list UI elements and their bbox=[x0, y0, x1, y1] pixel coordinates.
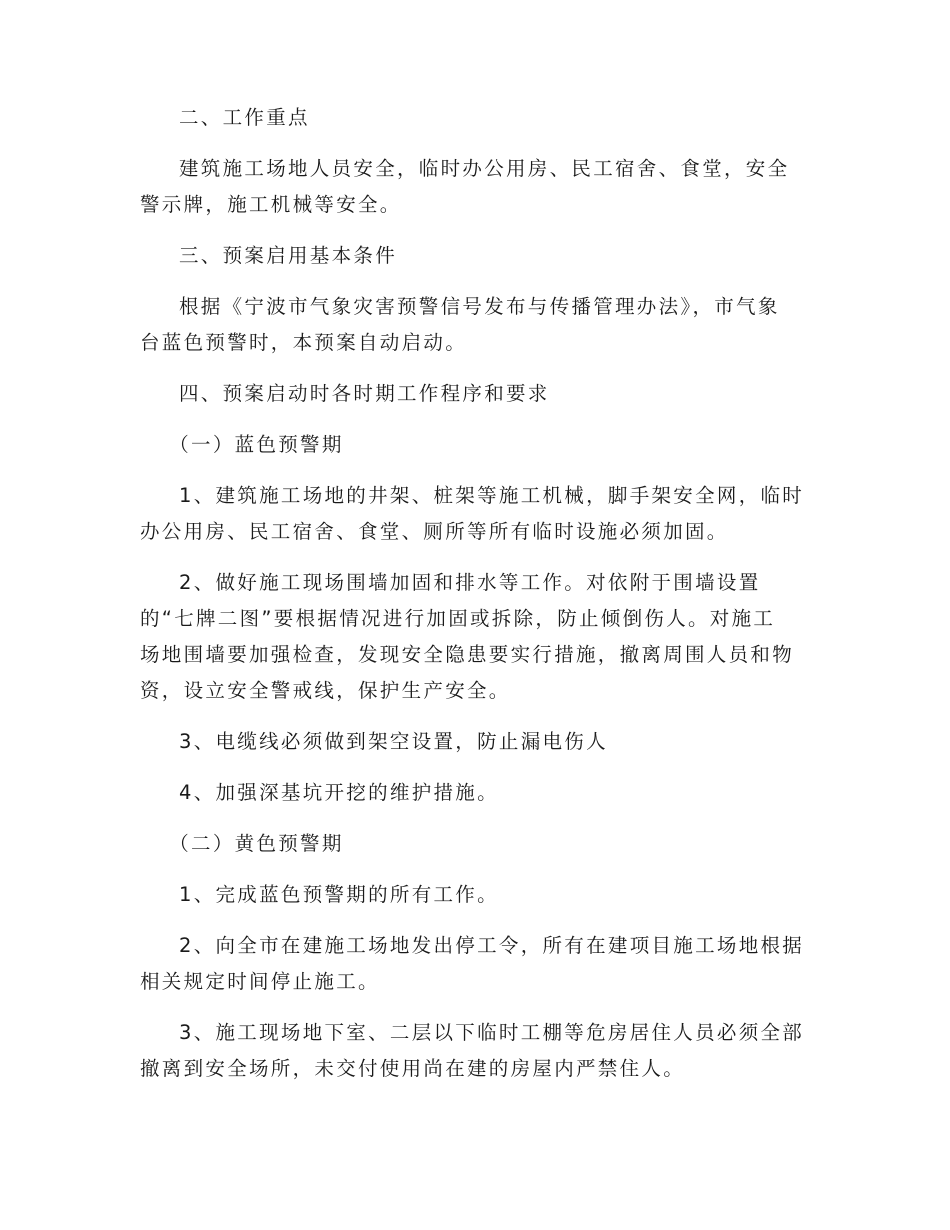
text-line: 资，设立安全警戒线，保护生产安全。 bbox=[140, 679, 511, 702]
paragraph-yellow-item-2 bbox=[140, 928, 805, 1000]
text-line: 撤离到安全场所，未交付使用尚在建的房屋内严禁住人。 bbox=[140, 1057, 686, 1080]
paragraph-blue-item-3 bbox=[140, 724, 805, 760]
section-heading-work-focus bbox=[140, 100, 805, 136]
text-line: 1、建筑施工场地的井架、桩架等施工机械，脚手架安全网，临时 bbox=[179, 484, 805, 507]
text-line: 台蓝色预警时，本预案自动启动。 bbox=[140, 331, 468, 354]
paragraph-blue-item-1 bbox=[140, 478, 805, 550]
text-line: 场地围墙要加强检查，发现安全隐患要实行措施，撤离周围人员和物 bbox=[140, 643, 795, 666]
text-line: 1、完成蓝色预警期的所有工作。 bbox=[179, 883, 499, 906]
text-line: 警示牌，施工机械等安全。 bbox=[140, 193, 402, 216]
section-heading-procedures bbox=[140, 376, 805, 412]
subheading-blue-warning bbox=[140, 427, 805, 463]
text-line: 2、做好施工现场围墙加固和排水等工作。对依附于围墙设置 bbox=[179, 571, 761, 594]
text-line: 3、电缆线必须做到架空设置，防止漏电伤人 bbox=[179, 730, 608, 753]
text-line: 根据《宁波市气象灾害预警信号发布与传播管理办法》，市气象 bbox=[179, 295, 780, 318]
text-line: 相关规定时间停止施工。 bbox=[140, 970, 380, 993]
subheading-yellow-warning bbox=[140, 826, 805, 862]
paragraph-yellow-item-3 bbox=[140, 1015, 805, 1087]
paragraph-activation-conditions bbox=[140, 289, 805, 361]
paragraph-work-focus bbox=[140, 151, 805, 223]
paragraph-blue-item-4 bbox=[140, 775, 805, 811]
document-body bbox=[140, 100, 805, 1102]
text-line: 的“七牌二图”要根据情况进行加固或拆除，防止倾倒伤人。对施工 bbox=[140, 607, 776, 630]
text-line: 4、加强深基坑开挖的维护措施。 bbox=[179, 781, 499, 804]
text-line: 办公用房、民工宿舍、食堂、厕所等所有临时设施必须加固。 bbox=[140, 520, 729, 543]
text-line: 二、工作重点 bbox=[179, 106, 310, 129]
text-line: 三、预案启用基本条件 bbox=[179, 244, 398, 267]
section-heading-activation-conditions bbox=[140, 238, 805, 274]
text-line: 四、预案启动时各时期工作程序和要求 bbox=[179, 382, 550, 405]
paragraph-yellow-item-1 bbox=[140, 877, 805, 913]
text-line: 建筑施工场地人员安全，临时办公用房、民工宿舍、食堂，安全 bbox=[179, 157, 790, 180]
text-line: 3、施工现场地下室、二层以下临时工棚等危房居住人员必须全部 bbox=[179, 1021, 805, 1044]
text-line: （一）蓝色预警期 bbox=[169, 433, 344, 456]
text-line: 2、向全市在建施工场地发出停工令，所有在建项目施工场地根据 bbox=[179, 934, 805, 957]
paragraph-blue-item-2 bbox=[140, 565, 805, 709]
text-line: （二）黄色预警期 bbox=[169, 832, 344, 855]
